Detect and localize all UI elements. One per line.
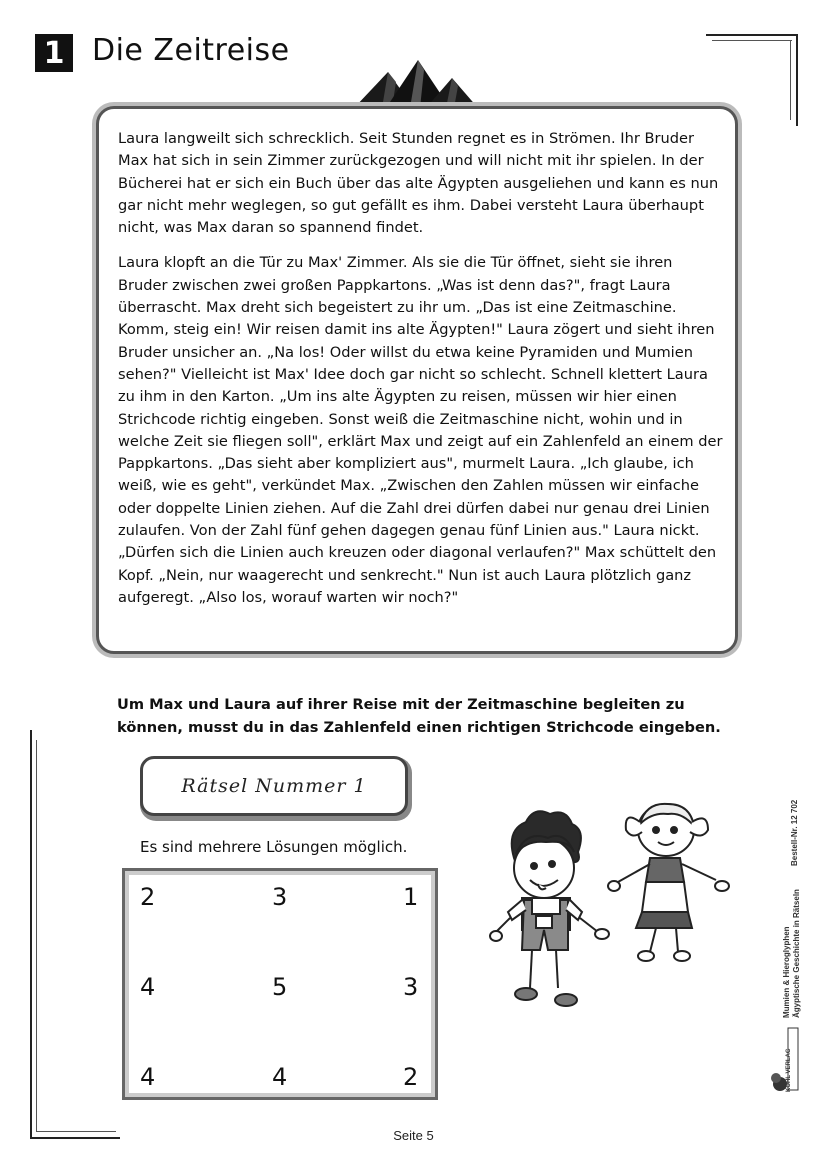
grid-cell[interactable]: 2 bbox=[140, 883, 156, 911]
order-number: Bestell-Nr. 12 702 bbox=[790, 799, 799, 866]
frame-line bbox=[36, 740, 37, 1132]
book-title: Mumien & Hieroglyphen bbox=[782, 926, 791, 1018]
boy-figure bbox=[490, 811, 609, 1006]
frame-line bbox=[30, 730, 32, 1139]
story-paragraph: Laura langweilt sich schrecklich. Seit Stunden regnet es in Strömen. Ihr Bruder Max hat sich in sein Zimmer zurückgezogen und will nicht mit ihr spielen. In der Bücherei hat er sich ein Buch über das alte Ägypten ausgeliehen und kann es nun gar nicht mehr weglegen, so gut gefällt es ihm. Dabei versteht Laura überhaupt nicht, was Max daran so spannend findet. bbox=[118, 130, 719, 237]
page-number: Seite 5 bbox=[393, 1128, 434, 1143]
number-grid[interactable] bbox=[122, 868, 438, 1100]
grid-cell[interactable]: 3 bbox=[403, 973, 419, 1001]
grid-cell[interactable]: 1 bbox=[403, 883, 419, 911]
story-paragraph: Laura klopft an die Tür zu Max' Zimmer. Als sie die Tür öffnet, sieht sie ihren Bruder zwischen zwei großen Pappkartons. „Was ist denn das?", fragt Laura überrascht. Max dreht sich begeistert zu ihr um. „Das ist eine Zeitmaschine. Komm, steig ein! Wir reisen damit ins alte Ägypten!" Laura zögert und sieht ihren Bruder unsicher an. „Na los! Oder willst du etwa keine Pyramiden und Mumien sehen?" Vielleicht ist Max' Idee doch gar nicht so schlecht. Schnell klettert Laura zu ihm in den Karton. „Um ins alte Ägypten zu reisen, müssen wir hier einen Strichcode richtig eingeben. Sonst weiß die Zeitmaschine nicht, wohin und in welche Zeit sie fliegen soll", erklärt Max und zeigt auf ein Zahlenfeld an einem der Pappkartons. „Das sieht aber kompliziert aus", murmelt Laura. „Ich glaube, ich weiß, wie es geht", verkündet Max. „Zwischen den Zahlen müssen wir einfache oder doppelte Linien ziehen. Auf die Zahl drei dürfen dabei nur genau drei Linien zulaufen. Von der Zahl fünf gehen dagegen genau fünf Linien aus." Laura nickt. „Dürfen sich die Linien auch kreuzen oder diagonal verlaufen?" Max schüttelt den Kopf. „Nein, nur waagerecht und senkrecht." Nun ist auch Laura plötzlich ganz aufgeregt. „Also los, worauf warten wir noch?" bbox=[118, 254, 723, 606]
story-text bbox=[118, 128, 724, 622]
frame-line bbox=[712, 40, 792, 41]
children-illustration bbox=[486, 800, 736, 1016]
grid-cell[interactable]: 4 bbox=[272, 1063, 288, 1091]
solution-hint: Es sind mehrere Lösungen möglich. bbox=[140, 838, 408, 856]
frame-line bbox=[790, 40, 791, 120]
page-title: Die Zeitreise bbox=[92, 33, 290, 68]
puzzle-label: Rätsel Nummer 1 bbox=[140, 756, 408, 816]
task-instruction: Um Max und Laura auf ihrer Reise mit der Zeitmaschine begleiten zu können, musst du in das Zahlenfeld einen richtigen Strichcode eingeben. bbox=[117, 696, 721, 736]
publisher-logo bbox=[770, 1026, 800, 1092]
grid-cell[interactable]: 3 bbox=[272, 883, 288, 911]
chapter-number: 1 bbox=[35, 34, 73, 72]
girl-figure bbox=[608, 804, 729, 961]
frame-line bbox=[796, 34, 798, 126]
frame-line bbox=[706, 34, 798, 36]
grid-cell[interactable]: 4 bbox=[140, 1063, 156, 1091]
grid-cell[interactable]: 2 bbox=[403, 1063, 419, 1091]
pyramids-illustration bbox=[352, 58, 480, 110]
book-subtitle: Ägyptische Geschichte in Rätseln bbox=[792, 889, 801, 1018]
grid-cell[interactable]: 5 bbox=[272, 973, 288, 1001]
publisher-name: KOHL VERLAG bbox=[786, 1048, 792, 1092]
grid-cell[interactable]: 4 bbox=[140, 973, 156, 1001]
